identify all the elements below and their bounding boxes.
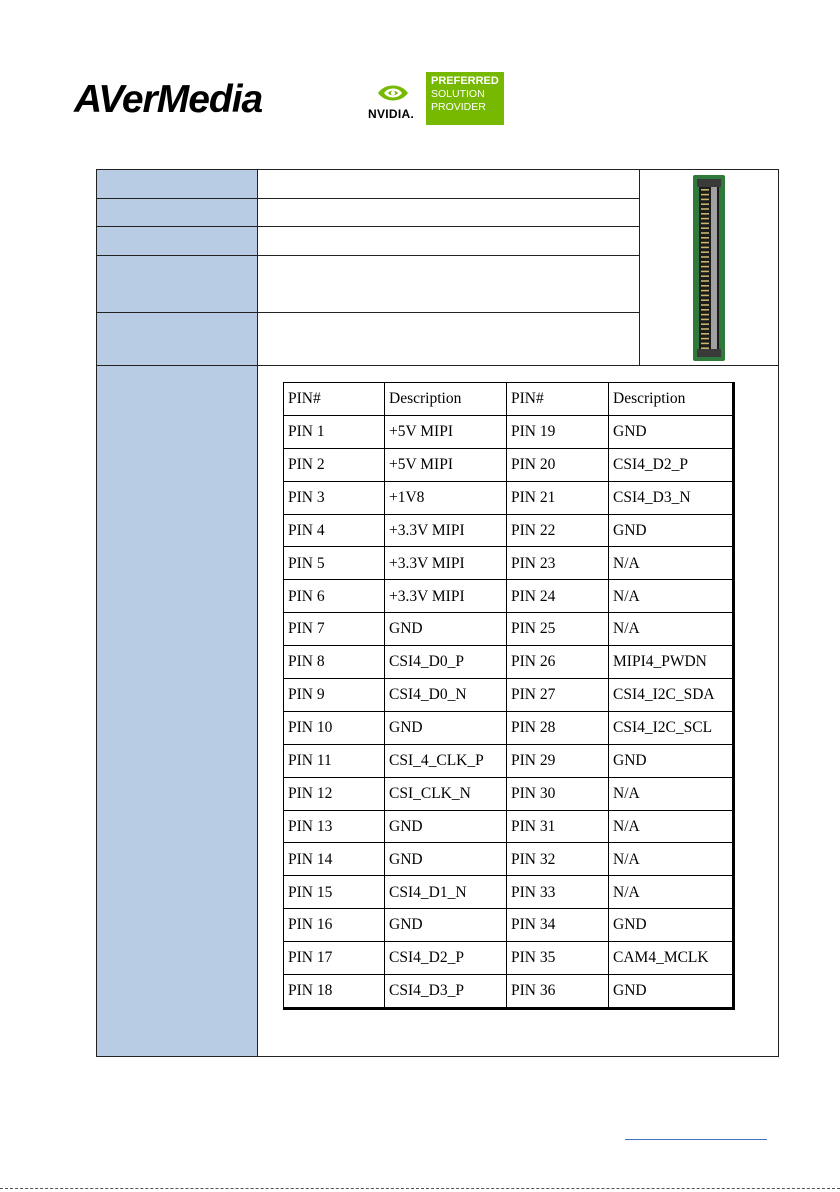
pin-description-left: CSI_CLK_N [385, 777, 507, 810]
pin-table-row [284, 679, 734, 712]
connector-spec-table [96, 169, 779, 1057]
pin-table-row [284, 843, 734, 876]
page-bottom-dashed-line [0, 1188, 840, 1189]
pin-number-right: PIN 30 [507, 777, 609, 810]
badge-line-2: SOLUTION [431, 88, 485, 100]
pin-number-right: PIN 26 [507, 646, 609, 679]
pin-description-left: +5V MIPI [385, 448, 507, 481]
pin-description-left: CSI4_D0_P [385, 646, 507, 679]
pin-number-left: PIN 16 [284, 909, 385, 942]
pin-description-right: N/A [609, 777, 734, 810]
pin-description-right: N/A [609, 613, 734, 646]
pin-description-left: GND [385, 810, 507, 843]
pin-number-right: PIN 19 [507, 415, 609, 448]
pin-description-left: +1V8 [385, 481, 507, 514]
pin-description-right: CSI4_D2_P [609, 448, 734, 481]
pin-number-right: PIN 31 [507, 810, 609, 843]
pin-number-left: PIN 17 [284, 942, 385, 975]
pin-description-right: GND [609, 744, 734, 777]
pin-description-left: GND [385, 613, 507, 646]
pin-table-row [284, 646, 734, 679]
pin-description-left: +3.3V MIPI [385, 514, 507, 547]
pin-description-left: +3.3V MIPI [385, 580, 507, 613]
spec-value-2 [258, 199, 640, 227]
pin-description-right: N/A [609, 547, 734, 580]
pin-number-right: PIN 27 [507, 679, 609, 712]
pin-description-right: GND [609, 415, 734, 448]
pin-assignment-table [283, 382, 735, 1010]
pin-description-left: GND [385, 909, 507, 942]
pin-definition-cell [258, 366, 779, 1057]
pin-table-row [284, 909, 734, 942]
pin-description-left: +5V MIPI [385, 415, 507, 448]
nvidia-logo [368, 80, 424, 124]
pin-description-right: CSI4_I2C_SDA [609, 679, 734, 712]
pin-description-right: CSI4_I2C_SCL [609, 711, 734, 744]
pin-number-right: PIN 34 [507, 909, 609, 942]
pin-description-right: GND [609, 514, 734, 547]
spec-label-3 [97, 227, 258, 256]
spec-value-5 [258, 313, 640, 366]
spec-label-1 [97, 170, 258, 199]
pin-table-header-row [284, 383, 734, 416]
badge-line-1: PREFERRED [431, 75, 499, 87]
pin-description-right: CSI4_D3_N [609, 481, 734, 514]
pin-description-left: CSI4_D3_P [385, 975, 507, 1009]
pin-description-right: N/A [609, 876, 734, 909]
pin-table-row [284, 975, 734, 1009]
pin-table-row [284, 711, 734, 744]
avermedia-logo: AVerMedia [74, 78, 263, 121]
pin-number-left: PIN 6 [284, 580, 385, 613]
footer-rule [625, 1139, 767, 1140]
pin-number-left: PIN 15 [284, 876, 385, 909]
pin-number-left: PIN 2 [284, 448, 385, 481]
pin-description-right: MIPI4_PWDN [609, 646, 734, 679]
pin-description-right: N/A [609, 580, 734, 613]
pin-number-left: PIN 1 [284, 415, 385, 448]
pin-number-right: PIN 22 [507, 514, 609, 547]
pin-number-left: PIN 10 [284, 711, 385, 744]
pin-description-left: CSI4_D0_N [385, 679, 507, 712]
pin-table-row [284, 777, 734, 810]
pin-number-left: PIN 18 [284, 975, 385, 1009]
pin-description-left: CSI_4_CLK_P [385, 744, 507, 777]
pin-table-row [284, 415, 734, 448]
pin-table-row [284, 448, 734, 481]
pin-number-right: PIN 21 [507, 481, 609, 514]
pin-description-left: GND [385, 711, 507, 744]
pin-table-row [284, 744, 734, 777]
pin-number-right: PIN 29 [507, 744, 609, 777]
pin-table-row [284, 580, 734, 613]
connector-photo-cell [640, 170, 779, 366]
pin-number-right: PIN 32 [507, 843, 609, 876]
pin-description-right: GND [609, 975, 734, 1009]
pin-table-row [284, 810, 734, 843]
pin-description-left: GND [385, 843, 507, 876]
pin-number-right: PIN 35 [507, 942, 609, 975]
pin-table-row [284, 514, 734, 547]
pin-description-right: GND [609, 909, 734, 942]
pin-description-left: CSI4_D2_P [385, 942, 507, 975]
spec-label-5 [97, 313, 258, 366]
pin-table-row [284, 942, 734, 975]
nvidia-wordmark: NVIDIA. [368, 107, 415, 121]
pin-number-left: PIN 7 [284, 613, 385, 646]
pin-number-right: PIN 25 [507, 613, 609, 646]
pin-header-desc-right: Description [609, 383, 734, 416]
pin-number-right: PIN 24 [507, 580, 609, 613]
pin-header-desc-left: Description [385, 383, 507, 416]
spec-label-2 [97, 199, 258, 227]
pin-number-left: PIN 8 [284, 646, 385, 679]
pin-table-row [284, 547, 734, 580]
nvidia-eye-icon [376, 80, 410, 106]
pin-number-left: PIN 3 [284, 481, 385, 514]
pin-number-right: PIN 33 [507, 876, 609, 909]
spec-label-4 [97, 256, 258, 313]
pin-number-right: PIN 23 [507, 547, 609, 580]
pin-number-left: PIN 9 [284, 679, 385, 712]
spec-value-4 [258, 256, 640, 313]
pin-number-left: PIN 12 [284, 777, 385, 810]
pin-header-pin-left: PIN# [284, 383, 385, 416]
pin-number-right: PIN 36 [507, 975, 609, 1009]
pin-table-row [284, 613, 734, 646]
spec-value-3 [258, 227, 640, 256]
pin-header-pin-right: PIN# [507, 383, 609, 416]
pin-description-right: N/A [609, 843, 734, 876]
pin-description-left: +3.3V MIPI [385, 547, 507, 580]
pin-number-left: PIN 13 [284, 810, 385, 843]
pin-number-left: PIN 14 [284, 843, 385, 876]
pin-number-left: PIN 4 [284, 514, 385, 547]
badge-line-3: PROVIDER [431, 101, 486, 113]
preferred-solution-provider-badge [426, 72, 504, 125]
pin-table-row [284, 481, 734, 514]
pin-description-right: N/A [609, 810, 734, 843]
connector-photo [692, 173, 726, 363]
pin-number-right: PIN 28 [507, 711, 609, 744]
pin-number-right: PIN 20 [507, 448, 609, 481]
pin-description-right: CAM4_MCLK [609, 942, 734, 975]
pin-definition-label [97, 366, 258, 1057]
pin-number-left: PIN 5 [284, 547, 385, 580]
pin-table-row [284, 876, 734, 909]
pin-number-left: PIN 11 [284, 744, 385, 777]
spec-value-1 [258, 170, 640, 199]
pin-description-left: CSI4_D1_N [385, 876, 507, 909]
